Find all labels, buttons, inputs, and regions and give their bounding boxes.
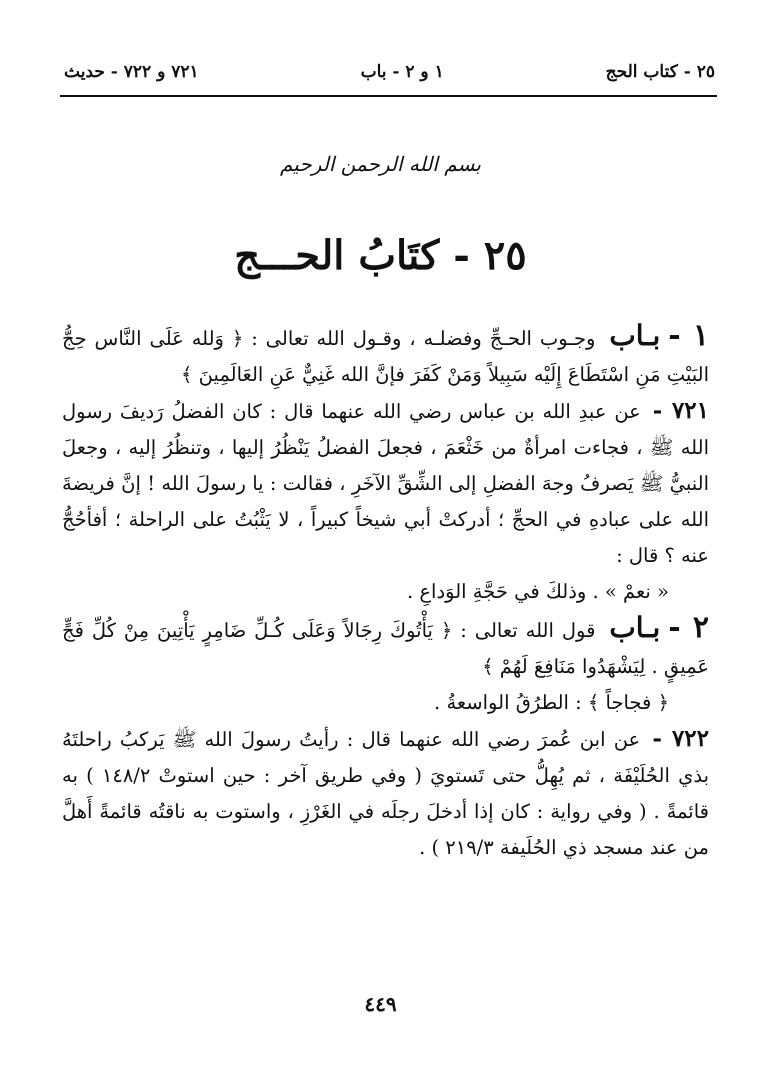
hadith-721 [62,393,709,574]
chapter-2 [62,610,709,685]
page-number: ٤٤٩ [364,992,397,1016]
chapter-text: قول الله تعالى : ﴿ يَأْتُوكَ رِجَالاً وَعَلَى كُـلِّ ضَامِرٍ يَأْتِينَ مِنْ كُلِّ فَجٍّ عَمِيقٍ . لِيَشْهَدُوا مَنَافِعَ لَهُمْ ﴾ [62,619,709,678]
header-divider [60,95,717,97]
hadith-number: ٧٢١ - [652,397,710,424]
chapter-number: ٢ - [668,610,709,645]
page-body [62,318,709,866]
chapter-number: ١ - [668,318,709,353]
chapter-2-gloss: ﴿ فجاجاً ﴾ : الطرُقُ الواسعةُ . [434,691,669,714]
chapter-word: بـاب [609,611,661,644]
chapter-text: وجـوب الحـجِّ وفضلـه ، وقـول الله تعالى : ﴿ وَلله عَلَى النَّاس حِجُّ البَيْتِ مَنِ اسْتَطَاعَ إِلَيْه سَبِيلاً وَمَنْ كَفَرَ فإنَّ الله غَنِيٌّ عَنِ العَالَمِينَ ﴾ [62,327,709,386]
hadith-721-reply: « نعمْ » . وذلكَ في حَجَّةِ الوَداعِ . [407,580,669,603]
running-header [64,56,715,88]
header-chapter: ١ و ٢ - باب [360,62,444,82]
header-book-title: ٢٥ - كتاب الحج [605,62,715,82]
chapter-word: بـاب [609,319,661,352]
hadith-text: عن ابن عُمرَ رضي الله عنهما قال : رأيتُ رسولَ الله ﷺ يَركبُ راحلتَهُ بذي الحُلَيْفَة ، ثم يُهِلُّ حتى تَستويَ ( وفي طريق آخر : حين استوتْ ١٤٨/٢ ) به قائمةً . ( وفي رواية : كان إذا أدخلَ رجلَه في الغَرْزِ ، واستوت به ناقتُه قائمةً أَهلَّ من عند مسجد ذي الحُلَيفة ٢١٩/٣ ) . [62,728,709,859]
hadith-number: ٧٢٢ - [652,725,709,752]
hadith-722 [62,721,709,866]
chapter-1 [62,318,709,393]
basmala-calligraphy: بسم الله الرحمن الرحيم [279,152,481,176]
header-hadith-range: ٧٢١ و ٧٢٢ - حديث [64,62,199,82]
hadith-text: عن عبدِ الله بن عباس رضي الله عنهما قال : كان الفضلُ رَديفَ رسول الله ﷺ ، فجاءت امرأةٌ من خَثْعَمَ ، فجعلَ الفضلُ يَنْظُرُ إليها ، وتنظُرُ إليه ، وجعلَ النبيُّ ﷺ يَصرفُ وجهَ الفضلِ إلى الشِّقِّ الآخَرِ ، فقالت : يا رسولَ الله ! إنَّ فريضةَ الله على عبادهِ في الحجِّ ؛ أدركتْ أبي شيخاً كبيراً ، لا يَثْبُتُ على الراحلة ؛ أفأحُجُّ عنه ؟ قال : [62,400,709,567]
book-title: ٢٥ - كتَابُ الحـــج [234,232,527,279]
